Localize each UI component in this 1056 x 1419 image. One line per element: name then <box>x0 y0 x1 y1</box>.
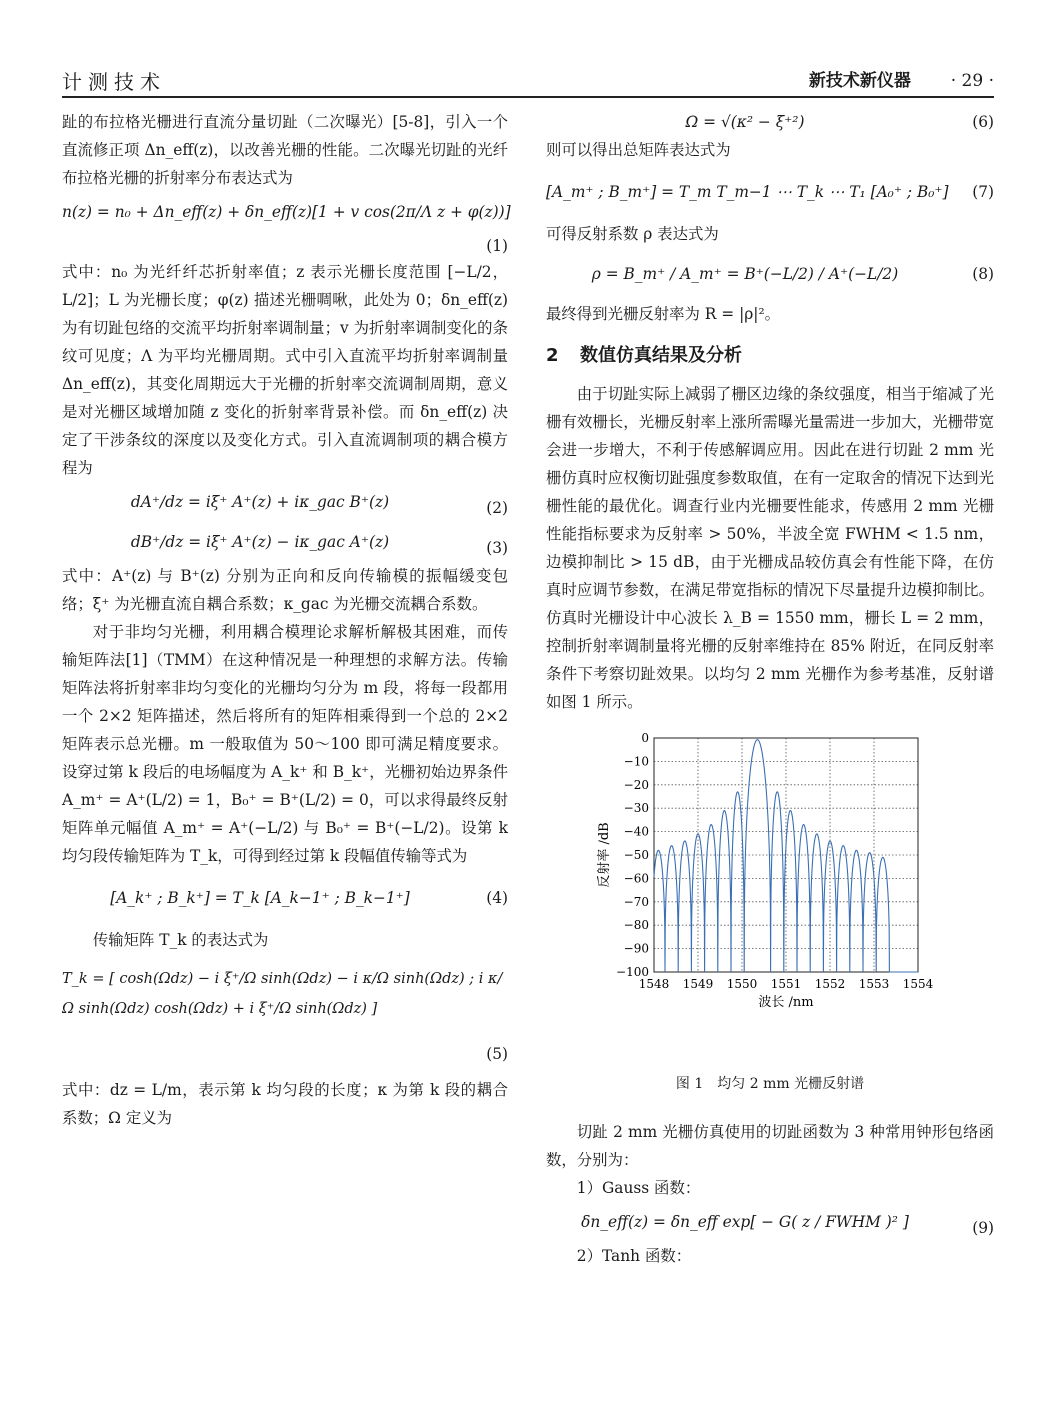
paragraph: 切趾 2 mm 光栅仿真使用的切趾函数为 3 种常用钟形包络函数，分别为： <box>546 1123 994 1169</box>
x-tick-label: 1554 <box>902 977 934 991</box>
y-tick-label: −80 <box>623 918 649 933</box>
x-axis-label: 波长 /nm <box>758 995 814 1010</box>
journal-name: 计测技术 <box>62 70 166 94</box>
paragraph: 则可以得出总矩阵表达式为 <box>546 141 731 159</box>
y-tick-label: −20 <box>623 777 649 792</box>
x-tick-label: 1553 <box>858 977 890 991</box>
equation-body: dA⁺/dz = iξ⁺ A⁺(z) + iκ_gac B⁺(z) <box>130 493 390 511</box>
y-tick-label: −40 <box>623 824 649 839</box>
equation-9 <box>546 1202 994 1242</box>
header-rule <box>62 96 994 98</box>
figure-1 <box>546 726 994 1066</box>
paragraph: 对于非均匀光栅，利用耦合模理论求解析解极其困难，而传输矩阵法[1]（TMM）在这种情况是一种理想的求解方法。传输矩阵法将折射率非均匀变化的光栅均匀分为 m 段，将每一段都用一个 2×2 矩阵描述，然后将所有的矩阵相乘得到一个总的 2×2 矩阵表示总光栅。m 一般取值为 50～100 即可满足精度要求。设穿过第 k 段后的电场幅度为 A_k⁺ 和 B_k⁺，光栅初始边界条件 A_m⁺ = A⁺(L/2) = 1，B₀⁺ = B⁺(L/2) = 0，可以求得最终反射矩阵单元幅值 A_m⁺ = A⁺(−L/2) 与 B₀⁺ = B⁺(−L/2)。设第 k 均匀段传输矩阵为 T_k，可得到经过第 k 段幅值传输等式为 <box>62 623 508 865</box>
section-name: 新技术新仪器 <box>808 71 911 91</box>
y-tick-label: −60 <box>623 871 649 886</box>
y-tick-label: −100 <box>616 965 649 979</box>
equation-number: (8) <box>972 265 994 283</box>
equation-8 <box>546 248 994 300</box>
equation-2 <box>62 482 508 522</box>
reflection-spectrum-chart <box>546 726 994 1066</box>
x-tick-label: 1552 <box>814 977 846 991</box>
equation-body: [A_m⁺ ; B_m⁺] = T_m T_m−1 ⋯ T_k ⋯ T₁ [A₀⁺ ; B₀⁺] <box>546 183 949 201</box>
right-column <box>546 108 994 1270</box>
y-tick-label: 0 <box>641 731 649 745</box>
equation-body: dB⁺/dz = iξ⁺ A⁺(z) − iκ_gac A⁺(z) <box>130 533 390 551</box>
equation-body: ρ = B_m⁺ / A_m⁺ = B⁺(−L/2) / A⁺(−L/2) <box>591 265 899 283</box>
y-tick-label: −10 <box>623 754 649 769</box>
paragraph: 由于切趾实际上减弱了栅区边缘的条纹强度，相当于缩减了光栅有效栅长，光栅反射率上涨所需曝光量需进一步加大，光栅带宽会进一步增大，不利于传感解调应用。因此在进行切趾 2 mm 光栅仿真时应权衡切趾强度参数取值，在有一定取舍的情况下达到光栅性能的最优化。调查行业内光栅要性能求，传感用 2 mm 光栅性能指标要求为反射率 > 50%，半波全宽 FWHM < 1.5 nm，边模抑制比 > 15 dB，由于光栅成品较仿真会有性能下降，在仿真时应调节参数，在满足带宽指标的情况下尽量提升边模抑制比。仿真时光栅设计中心波长 λ_B = 1550 mm，栅长 L = 2 mm，控制折射率调制量将光栅的反射率维持在 85% 附近，在同反射率条件下考察切趾效果。以均匀 2 mm 光栅作为参考基准，反射谱如图 1 所示。 <box>546 385 994 711</box>
equation-number: (5) <box>486 1045 508 1063</box>
equation-number: (6) <box>972 113 994 131</box>
paragraph: 可得反射系数 ρ 表达式为 <box>546 225 719 243</box>
x-tick-label: 1551 <box>770 977 802 991</box>
equation-number: (1) <box>486 237 508 255</box>
equation-1 <box>62 192 511 232</box>
equation-number: (9) <box>972 1219 994 1237</box>
left-column <box>62 108 511 1132</box>
y-tick-label: −50 <box>623 848 649 862</box>
equation-body: [A_k⁺ ; B_k⁺] = T_k [A_k−1⁺ ; B_k−1⁺] <box>110 889 410 907</box>
equation-body: T_k = [ cosh(Ωdz) − i ξ⁺/Ω sinh(Ωdz) − i κ/Ω sinh(Ωdz) ; i κ/Ω sinh(Ωdz) cosh(Ωdz) + i ξ⁺/Ω sinh(Ωdz) ] <box>62 971 503 1017</box>
y-tick-label: −90 <box>623 941 649 956</box>
section-heading <box>546 342 994 370</box>
paragraph: 式中：n₀ 为光纤纤芯折射率值；z 表示光栅长度范围 [−L/2，L/2]；L 为光栅长度；φ(z) 描述光栅啁啾，此处为 0；δn_eff(z) 为有切趾包络的交流平均折射率调制量；v 为折射率调制变化的条纹可见度；Λ 为平均光栅周期。式中引入直流平均折射率调制量 Δn_eff(z)，其变化周期远大于光栅的折射率交流调制周期，意义是对光栅区域增加随 z 变化的折射率背景补偿。而 δn_eff(z) 决定了干涉条纹的深度以及变化方式。引入直流调制项的耦合模方程为 <box>62 263 508 477</box>
equation-body: δn_eff(z) = δn_eff exp[ − G( z / FWHM )² ] <box>581 1213 909 1231</box>
equation-number: (2) <box>486 499 508 517</box>
equation-body: Ω = √(κ² − ξ⁺²) <box>685 113 805 131</box>
equation-7 <box>546 164 994 220</box>
equation-6 <box>546 108 994 136</box>
x-tick-label: 1550 <box>726 977 758 991</box>
x-tick-label: 1548 <box>638 977 670 991</box>
equation-number: (7) <box>972 183 994 201</box>
paragraph: 趾的布拉格光栅进行直流分量切趾（二次曝光）[5-8]，引入一个直流修正项 Δn_eff(z)，以改善光栅的性能。二次曝光切趾的光纤布拉格光栅的折射率分布表达式为 <box>62 113 508 187</box>
header-right <box>809 66 994 91</box>
y-tick-label: −30 <box>623 801 649 816</box>
section-title: 数值仿真结果及分析 <box>580 345 742 366</box>
list-item: 1）Gauss 函数： <box>576 1179 701 1197</box>
equation-3 <box>62 522 508 562</box>
x-tick-label: 1549 <box>682 977 714 991</box>
paragraph: 传输矩阵 T_k 的表达式为 <box>92 931 269 949</box>
equation-5 <box>62 954 508 1063</box>
paragraph: 最终得到光栅反射率为 R = |ρ|²。 <box>546 305 781 323</box>
figure-caption: 图 1 均匀 2 mm 光栅反射谱 <box>675 1076 865 1092</box>
equation-number: (4) <box>486 889 508 907</box>
y-tick-label: −70 <box>623 894 649 909</box>
equation-4 <box>62 870 508 926</box>
paragraph: 式中：dz = L/m，表示第 k 均匀段的长度；κ 为第 k 段的耦合系数；Ω 定义为 <box>62 1081 508 1127</box>
page-number: · 29 · <box>950 71 994 91</box>
equation-body: n(z) = n₀ + Δn_eff(z) + δn_eff(z)[1 + v cos(2π/Λ z + φ(z))] <box>62 203 511 221</box>
paragraph: 式中：A⁺(z) 与 B⁺(z) 分别为正向和反向传输模的振幅缓变包络；ξ⁺ 为光栅直流自耦合系数；κ_gac 为光栅交流耦合系数。 <box>62 567 508 613</box>
section-number: 2 <box>546 345 559 366</box>
equation-number: (3) <box>486 539 508 557</box>
list-item: 2）Tanh 函数： <box>576 1247 692 1265</box>
y-axis-label: 反射率 /dB <box>597 822 612 888</box>
